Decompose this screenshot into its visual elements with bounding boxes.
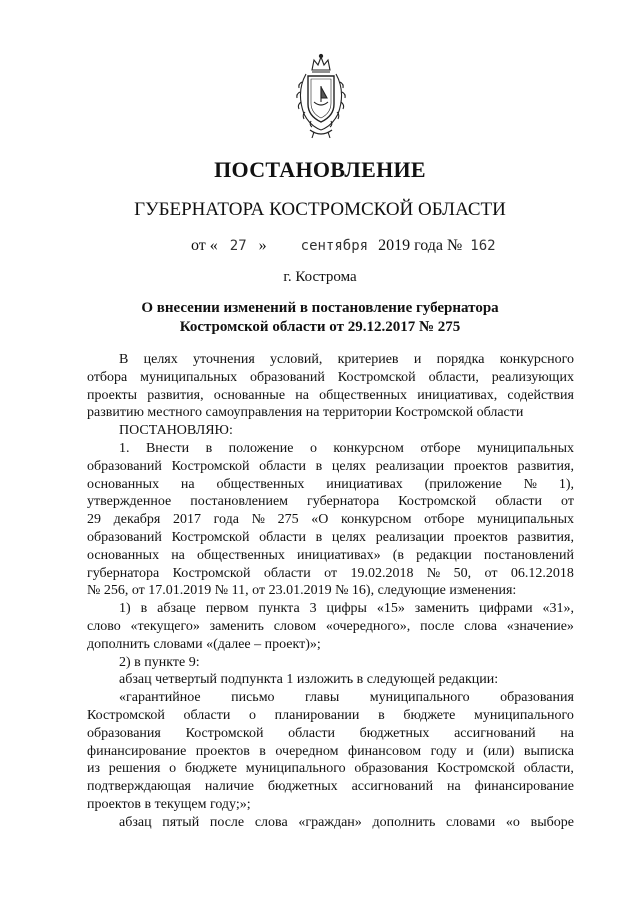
body-line: № 256, от 17.01.2019 № 11, от 23.01.2019 № 16), следующие изменения:: [87, 583, 517, 599]
body-line: отбора муниципальных образований Костромской области, реализующих: [87, 369, 574, 385]
body-line: «гарантийное письмо главы муниципального образования: [119, 690, 574, 706]
body-line: 1. Внести в положение о конкурсном отборе муниципальных: [119, 440, 574, 456]
body-line: 29 декабря 2017 года № 275 «О конкурсном отборе муниципальных: [87, 512, 574, 528]
body-line: образования Костромской области бюджетных ассигнований на: [87, 725, 574, 741]
body-line: абзац пятый после слова «граждан» дополнить словами «о выборе: [119, 814, 574, 830]
body-line: Костромской области о планировании в бюджете муниципального: [87, 707, 574, 723]
body-line: слово «текущего» заменить словом «очередного», после слова «значение»: [87, 618, 574, 634]
body-line: финансирование проектов в очередном финансовом году и (или) выписка: [87, 743, 574, 759]
date-number-line: [191, 237, 496, 255]
body-line: основанных на общественных инициативах» (в редакции постановлений: [87, 547, 574, 563]
body-line: образований Костромской области в целях реализации проектов развития,: [87, 529, 574, 545]
body-line: 2) в пункте 9:: [119, 654, 200, 670]
body-line: проекты развития, основанные на общественных инициативах, содействия: [87, 387, 574, 403]
date-close-quote: »: [258, 237, 267, 254]
city-line: г. Кострома: [283, 269, 357, 285]
date-year: 2019 года №: [378, 237, 463, 254]
body-line: основанных на общественных инициативах (приложение № 1),: [87, 476, 574, 492]
heading-line: Костромской области от 29.12.2017 № 275: [179, 319, 461, 335]
document-body: [87, 351, 574, 832]
date-month: сентября: [300, 238, 369, 254]
body-line: губернатора Костромской области от 19.02.2018 № 50, от 06.12.2018: [87, 565, 574, 581]
issuer-title: ГУБЕРНАТОРА КОСТРОМСКОЙ ОБЛАСТИ: [134, 199, 506, 220]
body-line: ПОСТАНОВЛЯЮ:: [119, 423, 233, 439]
document-type-title: ПОСТАНОВЛЕНИЕ: [214, 157, 426, 182]
date-day: 27: [229, 238, 247, 254]
date-prefix: от «: [191, 237, 218, 254]
heading-line: О внесении изменений в постановление губернатора: [141, 300, 499, 316]
body-line: абзац четвертый подпункта 1 изложить в следующей редакции:: [119, 672, 499, 688]
body-line: проектов в текущем году;»;: [87, 796, 251, 812]
body-line: 1) в абзаце первом пункта 3 цифры «15» заменить цифрами «31»,: [119, 601, 574, 617]
body-line: утвержденное постановлением губернатора Костромской области от: [87, 494, 574, 510]
body-line: из решения о бюджете муниципального образования Костромской области,: [87, 761, 574, 777]
coat-of-arms-emblem: [290, 52, 352, 140]
body-line: В целях уточнения условий, критериев и порядка конкурсного: [119, 352, 574, 367]
body-line: дополнить словами «(далее – проект)»;: [87, 636, 321, 652]
document-number: 162: [470, 238, 496, 254]
body-line: подтверждающая наличие бюджетных ассигнований на финансирование: [87, 779, 574, 795]
document-heading: [0, 299, 640, 337]
body-line: развитию местного самоуправления на территории Костромской области: [87, 405, 524, 421]
body-line: образований Костромской области в целях реализации проектов развития,: [87, 458, 574, 474]
